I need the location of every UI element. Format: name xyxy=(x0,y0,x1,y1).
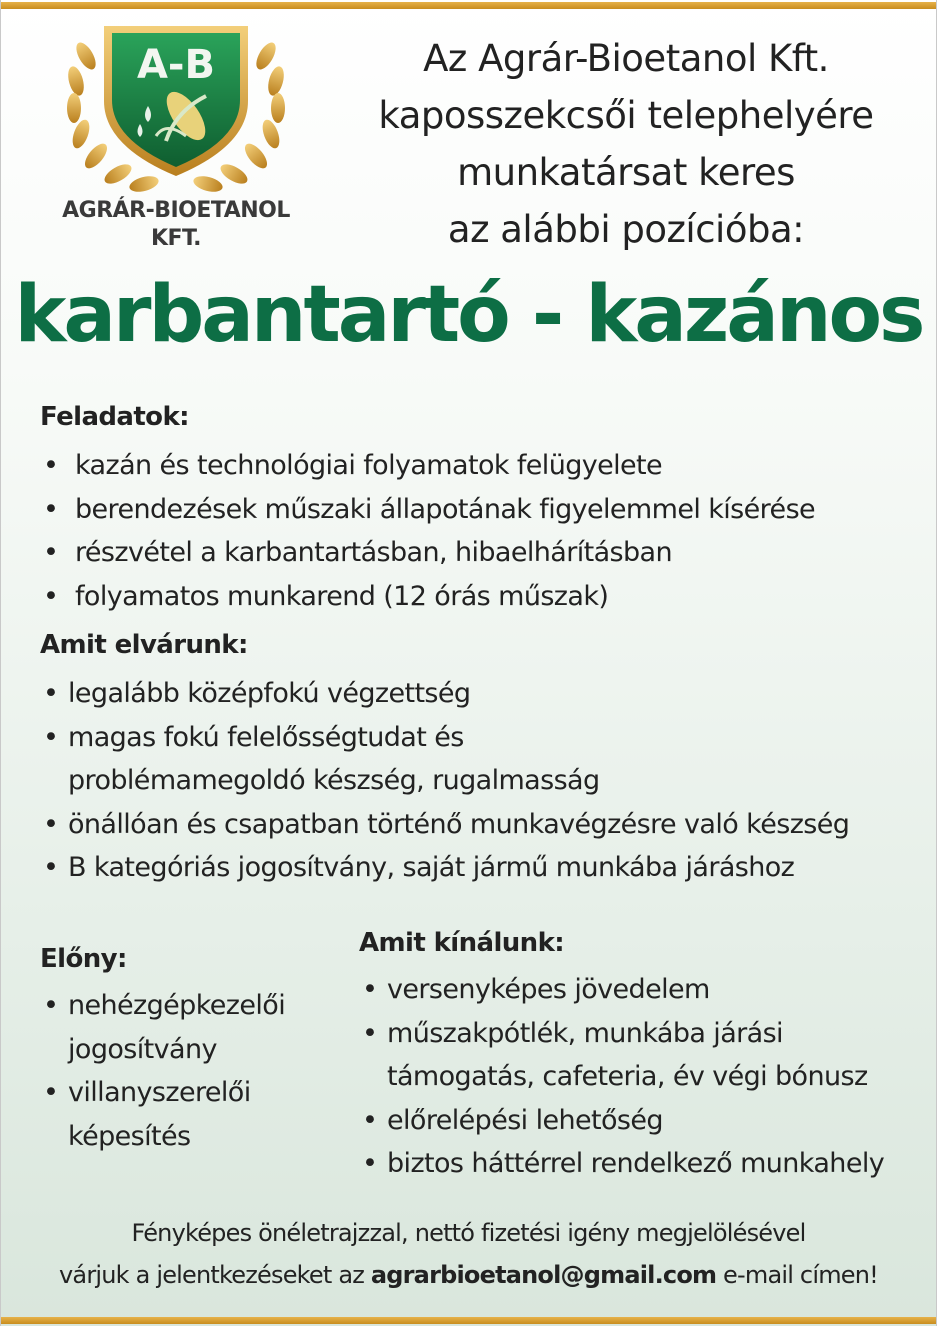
list-item: • kazán és technológiai folyamatok felügyelete xyxy=(43,444,815,488)
intro-line: munkatársat keres xyxy=(457,151,795,194)
list-item: • berendezések műszaki állapotának figyelemmel kísérése xyxy=(43,488,815,532)
logo-company-suffix: KFT. xyxy=(150,226,202,251)
list-item: • folyamatos munkarend (12 órás műszak) xyxy=(43,575,815,619)
list-item: • biztos háttérrel rendelkező munkahely xyxy=(362,1142,884,1186)
logo-monogram: A-B xyxy=(136,42,216,88)
company-logo xyxy=(56,16,296,251)
footer-line1: Fényképes önéletrajzzal, nettó fizetési igény megjelölésével xyxy=(131,1219,806,1247)
advantage-list xyxy=(43,984,285,1158)
advantage-heading: Előny: xyxy=(40,944,127,974)
list-item: • műszakpótlék, munkába járási támogatás, cafeteria, év végi bónusz xyxy=(362,1012,884,1099)
tasks-list xyxy=(43,444,815,618)
offer-list xyxy=(362,968,884,1186)
list-item: • villanyszerelői képesítés xyxy=(43,1071,285,1158)
list-item: • legalább középfokú végzettség xyxy=(43,672,849,716)
logo-company-name: AGRÁR-BIOETANOL xyxy=(62,198,290,223)
intro-text xyxy=(341,30,911,258)
list-item: • B kategóriás jogosítvány, saját jármű munkába járáshoz xyxy=(43,846,849,890)
intro-line: Az Agrár-Bioetanol Kft. xyxy=(423,37,829,80)
tasks-heading: Feladatok: xyxy=(40,402,189,432)
list-item: • magas fokú felelősségtudat és problémamegoldó készség, rugalmasság xyxy=(43,716,849,803)
job-title: karbantartó - kazános xyxy=(14,270,923,360)
offer-heading: Amit kínálunk: xyxy=(359,928,565,958)
requirements-heading: Amit elvárunk: xyxy=(40,630,248,660)
intro-line: az alábbi pozícióba: xyxy=(447,208,805,251)
list-item: • versenyképes jövedelem xyxy=(362,968,884,1012)
footer-line2: várjuk a jelentkezéseket az agrarbioetanol@gmail.com e-mail címen! xyxy=(59,1261,878,1289)
contact-email: agrarbioetanol@gmail.com xyxy=(370,1261,717,1289)
list-item: • önállóan és csapatban történő munkavégzésre való készség xyxy=(43,803,849,847)
top-gold-border xyxy=(1,2,936,9)
list-item: • nehézgépkezelői jogosítvány xyxy=(43,984,285,1071)
list-item: • előrelépési lehetőség xyxy=(362,1099,884,1143)
application-footer xyxy=(1,1212,936,1296)
bottom-gold-border xyxy=(1,1317,936,1324)
intro-line: kaposszekcsői telephelyére xyxy=(378,94,874,137)
requirements-list xyxy=(43,672,849,890)
list-item: • részvétel a karbantartásban, hibaelhárításban xyxy=(43,531,815,575)
